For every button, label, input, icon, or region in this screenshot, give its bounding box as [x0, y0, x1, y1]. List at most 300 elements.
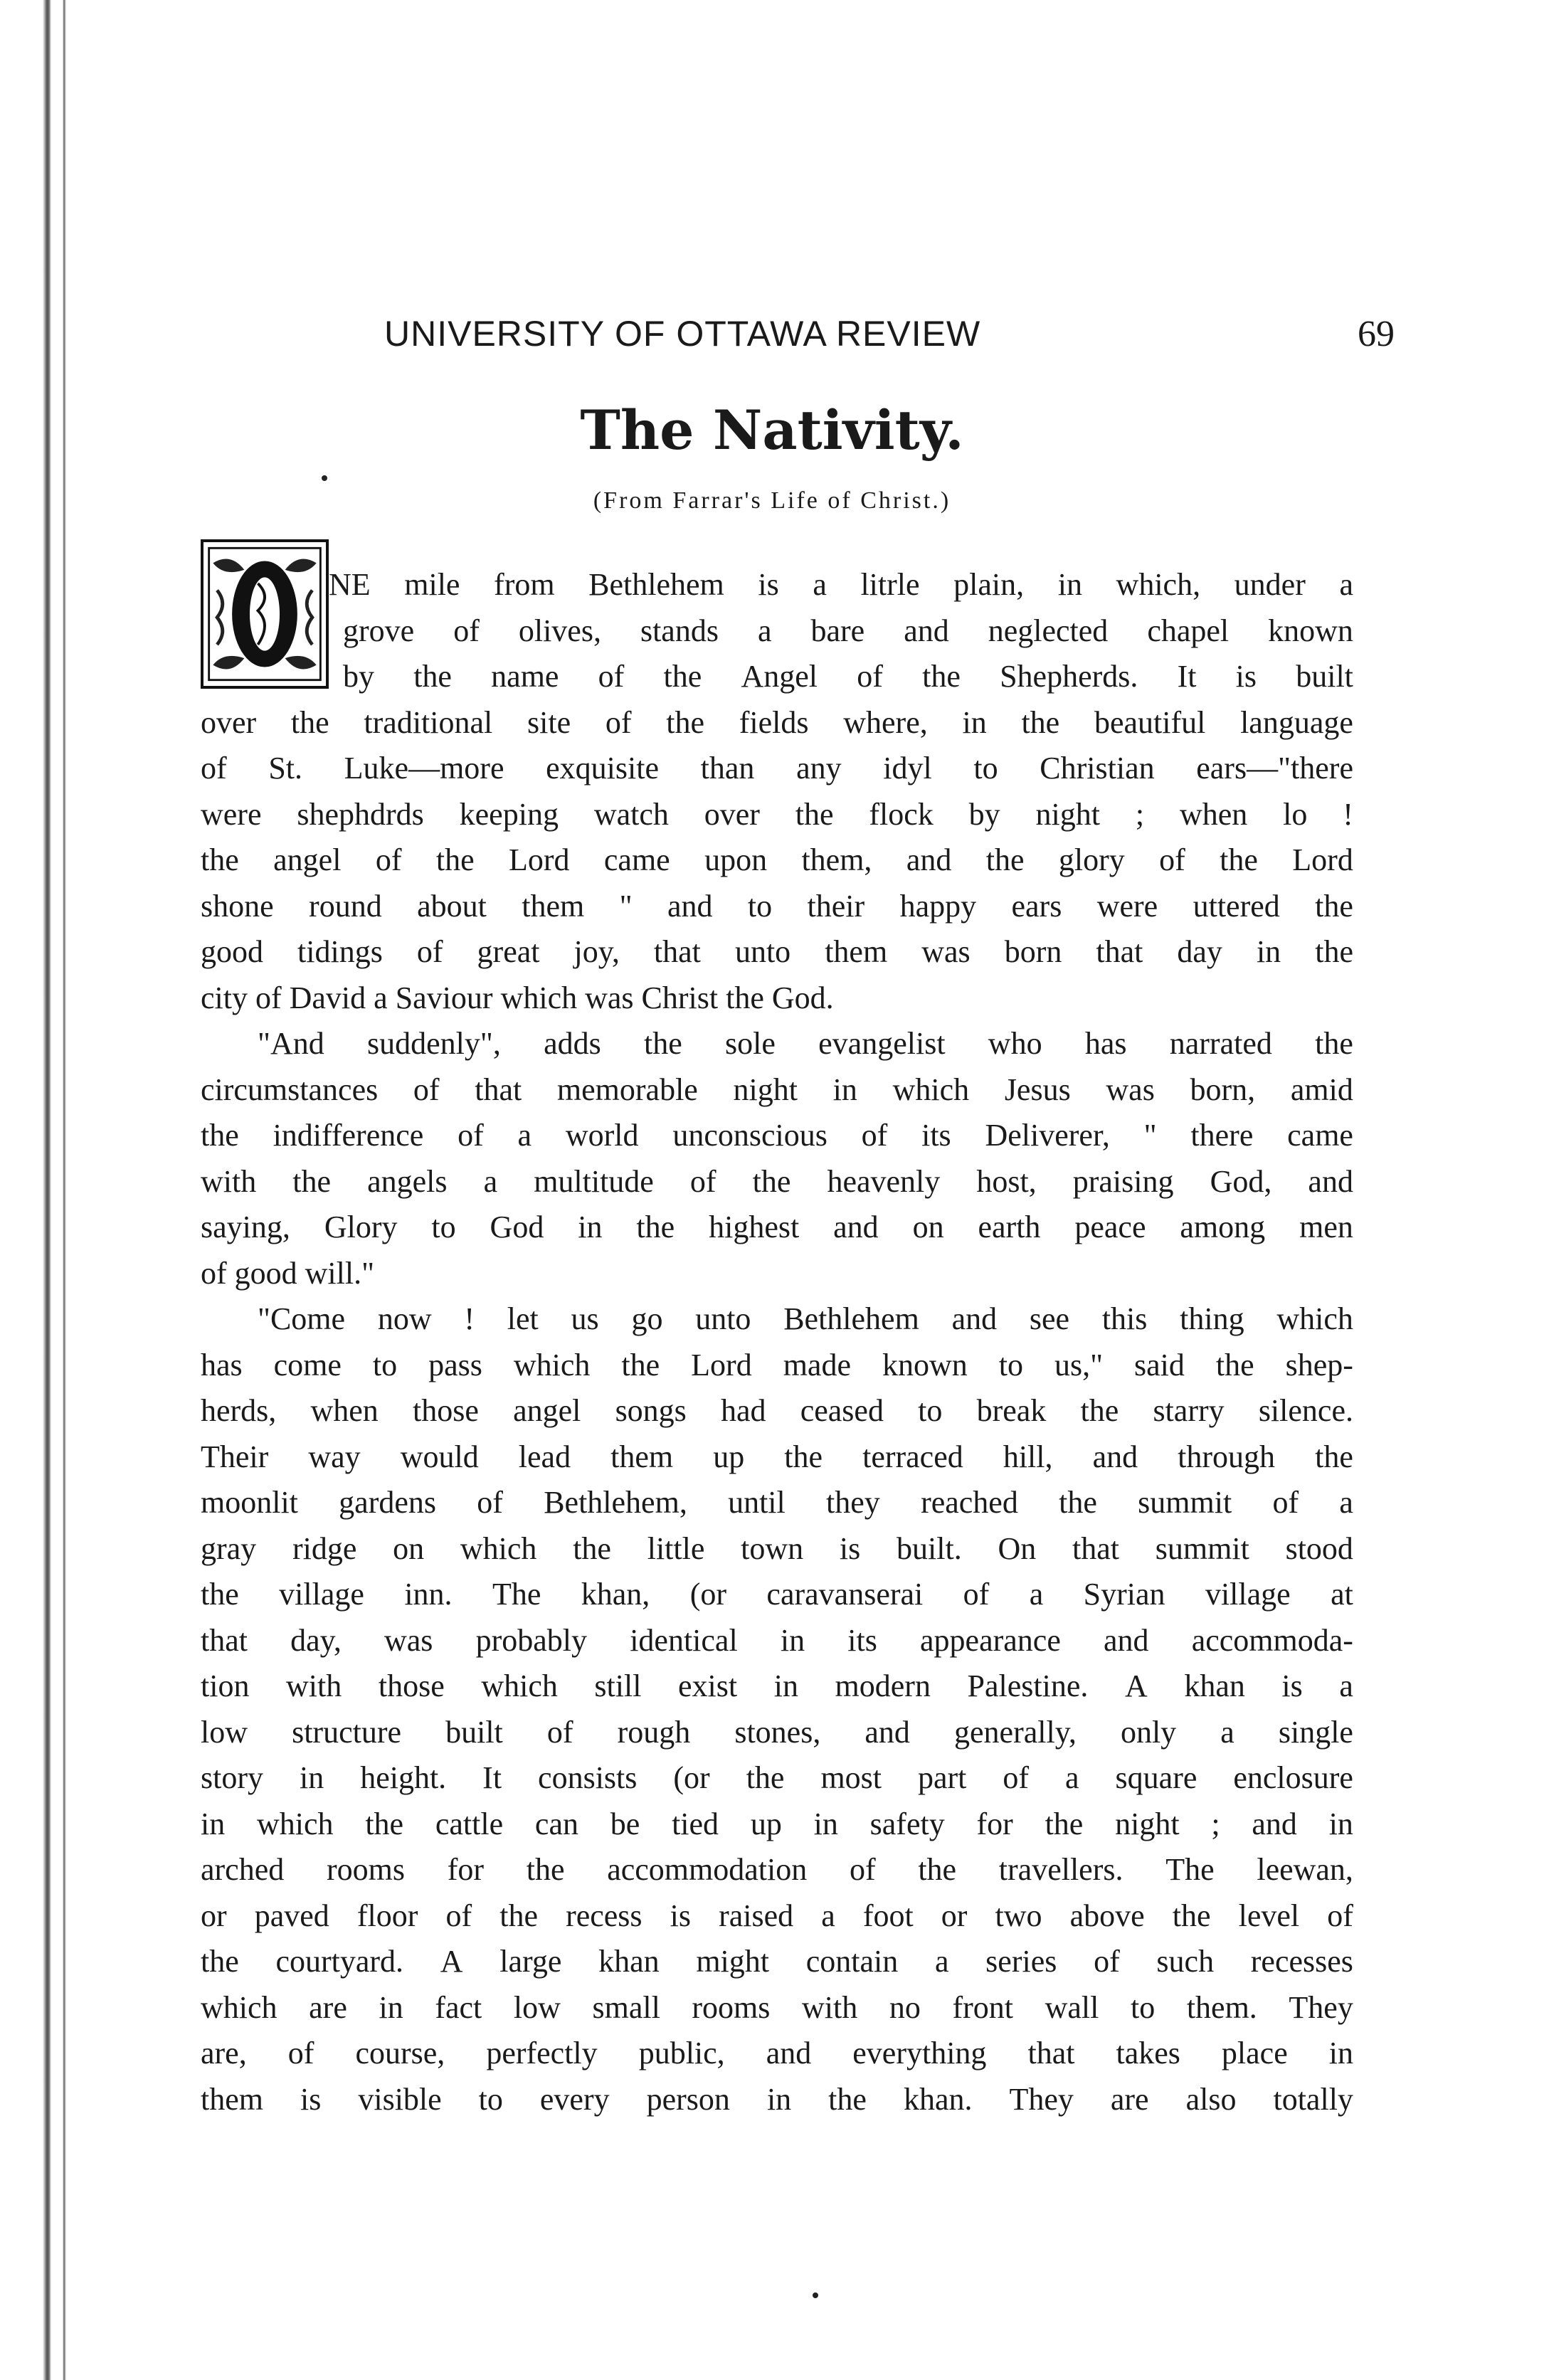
- word: accommoda-: [1191, 1622, 1353, 1658]
- word: memorable: [556, 1072, 698, 1107]
- word: was: [1106, 1072, 1155, 1107]
- word: and: [864, 1714, 910, 1750]
- word: built: [1296, 659, 1353, 694]
- word: that: [201, 1622, 248, 1658]
- word: shone: [201, 888, 274, 924]
- word: also: [1185, 2081, 1237, 2117]
- word: indifference: [273, 1118, 424, 1153]
- word: by: [343, 659, 374, 694]
- word: of: [453, 613, 480, 648]
- word: bare: [810, 613, 865, 648]
- word: came: [603, 842, 670, 877]
- word: the: [365, 1806, 404, 1841]
- word: Syrian: [1083, 1577, 1165, 1612]
- word: floor: [356, 1898, 418, 1933]
- word: the: [1080, 1393, 1119, 1428]
- word: A: [1124, 1668, 1148, 1703]
- word: for: [447, 1852, 484, 1887]
- word: rooms: [692, 1989, 771, 2025]
- word: amid: [1290, 1072, 1353, 1107]
- word: Luke—more: [344, 751, 504, 786]
- word: night: [1035, 796, 1100, 832]
- word: the: [526, 1852, 565, 1887]
- stray-mark: [813, 2292, 818, 2298]
- word: host,: [976, 1163, 1037, 1199]
- word: to: [1130, 1989, 1156, 2025]
- word: contain: [805, 1944, 899, 1979]
- word: a: [1065, 1760, 1079, 1795]
- word: way: [308, 1439, 361, 1474]
- word: Christian: [1040, 751, 1155, 786]
- word: over: [201, 704, 257, 740]
- word: suddenly",: [367, 1026, 501, 1061]
- word: when: [310, 1393, 379, 1428]
- word: has: [201, 1347, 243, 1382]
- word: or: [201, 1898, 227, 1933]
- word: the: [752, 1163, 791, 1199]
- word: for: [976, 1806, 1013, 1841]
- word: highest: [709, 1210, 800, 1244]
- word: series: [985, 1944, 1057, 1979]
- word: of: [375, 842, 402, 877]
- word: the: [292, 1163, 332, 1199]
- word: in: [766, 2081, 792, 2117]
- word: which: [1276, 1301, 1353, 1336]
- word: good: [201, 934, 263, 969]
- word: gray: [201, 1530, 257, 1566]
- article-title: The Nativity.: [580, 398, 964, 462]
- word: joy,: [573, 934, 620, 969]
- word: the: [784, 1439, 823, 1474]
- word: fact: [435, 1989, 482, 2025]
- word: great: [477, 934, 540, 969]
- word: and: [951, 1301, 998, 1336]
- word: of: [963, 1577, 990, 1612]
- word: angel: [513, 1393, 581, 1428]
- word: Shepherds.: [1000, 659, 1138, 694]
- word: that: [1096, 934, 1143, 969]
- word: shephdrds: [297, 796, 424, 832]
- word: two: [995, 1898, 1042, 1933]
- word: than: [700, 751, 755, 786]
- word: that: [1027, 2036, 1075, 2070]
- word: lead: [518, 1439, 571, 1474]
- word: and: [1092, 1439, 1138, 1474]
- word: heavenly: [827, 1163, 941, 1199]
- word: of: [201, 751, 227, 786]
- word: large: [499, 1944, 562, 1979]
- word: front: [952, 1989, 1013, 2025]
- word: and: [833, 1210, 879, 1244]
- word: and: [766, 2036, 812, 2070]
- text-line: of good will.": [201, 1255, 375, 1291]
- page-binding-edge: [43, 0, 71, 2380]
- word: in: [1256, 934, 1281, 969]
- word: which: [257, 1806, 334, 1841]
- word: the: [201, 1118, 239, 1153]
- word: unto: [734, 934, 791, 969]
- word: God: [490, 1210, 544, 1244]
- word: them: [825, 934, 888, 969]
- word: uttered: [1193, 888, 1280, 924]
- word: is: [670, 1898, 691, 1933]
- word: rough: [617, 1714, 691, 1750]
- word: angel: [273, 842, 342, 877]
- word: was: [921, 934, 971, 969]
- word: still: [594, 1668, 642, 1703]
- word: litrle: [860, 567, 920, 602]
- word: Palestine.: [967, 1668, 1089, 1703]
- word: place: [1221, 2036, 1288, 2070]
- word: mile: [404, 567, 460, 602]
- word: of: [416, 934, 443, 969]
- word: inn.: [404, 1577, 453, 1612]
- word: wall: [1045, 1989, 1099, 2025]
- word: multitude: [534, 1163, 654, 1199]
- text-line: [201, 1572, 1353, 1618]
- word: which: [481, 1668, 558, 1703]
- word: unconscious: [672, 1118, 827, 1153]
- word: the: [828, 2081, 867, 2117]
- word: night: [733, 1072, 798, 1107]
- word: arched: [201, 1852, 285, 1887]
- text-line: city of David a Saviour which was Christ the God.: [201, 980, 834, 1015]
- page-number: 69: [1358, 314, 1395, 354]
- word: might: [696, 1944, 770, 1979]
- word: cattle: [435, 1806, 504, 1841]
- word: village: [1205, 1577, 1291, 1612]
- word: praising: [1072, 1163, 1174, 1199]
- word: their: [807, 888, 865, 924]
- word: a: [1339, 1668, 1353, 1703]
- word: let: [507, 1301, 539, 1336]
- word: (or: [673, 1760, 710, 1795]
- word: them.: [1186, 1989, 1257, 2025]
- word: khan,: [581, 1577, 650, 1612]
- word: men: [1299, 1210, 1353, 1244]
- word: person: [646, 2081, 730, 2117]
- word: the: [499, 1898, 538, 1933]
- word: with: [286, 1668, 342, 1703]
- word: the: [621, 1347, 660, 1382]
- word: foot: [862, 1898, 914, 1933]
- word: the: [435, 842, 475, 877]
- word: ridge: [292, 1530, 357, 1566]
- word: the: [985, 842, 1025, 877]
- word: starry: [1153, 1393, 1225, 1428]
- word: up: [713, 1439, 745, 1474]
- word: rooms: [326, 1852, 405, 1887]
- word: recess: [566, 1898, 643, 1933]
- word: tion: [201, 1668, 250, 1703]
- word: the: [746, 1760, 785, 1795]
- word: the: [1315, 1026, 1353, 1061]
- word: and: [1104, 1622, 1149, 1658]
- running-title: UNIVERSITY OF OTTAWA REVIEW: [384, 314, 981, 354]
- word: when: [1179, 796, 1248, 832]
- word: to: [372, 1347, 398, 1382]
- word: narrated: [1169, 1026, 1272, 1061]
- word: perfectly: [486, 2036, 598, 2070]
- word: thing: [1180, 1301, 1244, 1336]
- word: any: [796, 751, 842, 786]
- text-line: [201, 746, 1353, 792]
- word: God,: [1210, 1163, 1272, 1199]
- word: caravanserai: [766, 1577, 924, 1612]
- word: khan.: [903, 2081, 973, 2117]
- word: grove: [343, 613, 415, 648]
- word: see: [1029, 1301, 1070, 1336]
- word: that: [475, 1072, 522, 1107]
- text-line: [201, 1755, 1353, 1802]
- word: Bethlehem,: [544, 1485, 687, 1520]
- word: circumstances: [201, 1072, 379, 1107]
- word: such: [1156, 1944, 1215, 1979]
- word: in: [1328, 2036, 1353, 2070]
- word: over: [704, 796, 760, 832]
- word: in: [1057, 567, 1082, 602]
- word: of: [598, 659, 625, 694]
- running-header: [384, 313, 1395, 363]
- article-attribution: (From Farrar's Life of Christ.): [593, 487, 951, 514]
- word: Glory: [324, 1210, 398, 1244]
- word: the: [290, 704, 329, 740]
- text-line: [201, 1205, 1353, 1251]
- word: to: [973, 751, 998, 786]
- word: break: [976, 1393, 1047, 1428]
- word: where,: [843, 704, 928, 740]
- word: us,": [1054, 1347, 1104, 1382]
- word: leewan,: [1257, 1852, 1353, 1887]
- word: day,: [290, 1622, 342, 1658]
- word: the: [636, 1210, 675, 1244]
- word: had: [721, 1393, 766, 1428]
- word: the: [663, 659, 702, 694]
- word: up: [750, 1806, 782, 1841]
- word: a: [1029, 1577, 1044, 1612]
- text-line: [201, 1159, 1353, 1205]
- word: of: [605, 704, 632, 740]
- word: in: [813, 1806, 838, 1841]
- word: of: [287, 2036, 314, 2070]
- word: no: [889, 1989, 921, 2025]
- word: the: [1215, 1347, 1254, 1382]
- word: a: [1339, 1485, 1353, 1520]
- word: peace: [1074, 1210, 1146, 1244]
- word: they: [826, 1485, 880, 1520]
- word: tied: [672, 1806, 719, 1841]
- word: plain,: [953, 567, 1025, 602]
- word: consists: [538, 1760, 638, 1795]
- word: visible: [358, 2081, 442, 2117]
- text-line: [201, 837, 1353, 884]
- word: can: [534, 1806, 578, 1841]
- word: ceased: [800, 1393, 884, 1428]
- word: the: [1021, 704, 1060, 740]
- word: exist: [678, 1668, 738, 1703]
- word: "Come: [258, 1301, 346, 1336]
- word: The: [1165, 1852, 1215, 1887]
- text-line: [201, 1618, 1353, 1664]
- word: khan: [598, 1944, 660, 1979]
- word: accommodation: [607, 1852, 808, 1887]
- word: ears: [1011, 888, 1062, 924]
- word: enclosure: [1233, 1760, 1353, 1795]
- word: chapel: [1147, 613, 1230, 648]
- word: to: [431, 1210, 456, 1244]
- word: low: [201, 1714, 248, 1750]
- text-line: [201, 608, 1353, 655]
- word: which: [460, 1530, 537, 1566]
- text-line: [201, 929, 1353, 975]
- word: of: [1272, 1485, 1299, 1520]
- word: the: [666, 704, 704, 740]
- word: stands: [640, 613, 719, 648]
- word: khan: [1184, 1668, 1245, 1703]
- word: stood: [1285, 1530, 1353, 1566]
- word: come: [273, 1347, 342, 1382]
- word: in: [962, 704, 987, 740]
- word: flock: [869, 796, 934, 832]
- word: songs: [615, 1393, 687, 1428]
- word: identical: [630, 1622, 738, 1658]
- word: this: [1101, 1301, 1148, 1336]
- word: its: [847, 1622, 877, 1658]
- word: of: [1327, 1898, 1353, 1933]
- word: them: [522, 888, 585, 924]
- word: is: [1281, 1668, 1303, 1703]
- word: of: [1003, 1760, 1030, 1795]
- word: the: [573, 1530, 611, 1566]
- word: neglected: [988, 613, 1109, 648]
- word: idyl: [883, 751, 932, 786]
- word: under: [1234, 567, 1306, 602]
- text-line: [201, 1893, 1353, 1940]
- word: those: [413, 1393, 479, 1428]
- word: of: [445, 1898, 472, 1933]
- word: on: [912, 1210, 944, 1244]
- word: them,: [801, 842, 872, 877]
- word: It: [482, 1760, 502, 1795]
- word: the: [1315, 1439, 1353, 1474]
- word: raised: [719, 1898, 794, 1933]
- word: little: [647, 1530, 705, 1566]
- word: earth: [978, 1210, 1041, 1244]
- text-line: [201, 1985, 1353, 2031]
- word: shep-: [1285, 1347, 1353, 1382]
- word: which,: [1116, 567, 1201, 602]
- word: village: [279, 1577, 364, 1612]
- word: travellers.: [998, 1852, 1123, 1887]
- word: on: [393, 1530, 425, 1566]
- word: most: [820, 1760, 882, 1795]
- word: them: [610, 1439, 674, 1474]
- word: keeping: [459, 796, 559, 832]
- word: the: [918, 1852, 957, 1887]
- word: structure: [292, 1714, 402, 1750]
- article-body: [201, 562, 1353, 2122]
- word: hill,: [1003, 1439, 1053, 1474]
- text-line: [201, 1664, 1353, 1710]
- word: of: [1094, 1944, 1120, 1979]
- word: probably: [475, 1622, 588, 1658]
- word: built: [445, 1714, 503, 1750]
- word: summit: [1155, 1530, 1249, 1566]
- word: sole: [725, 1026, 776, 1061]
- text-line: [201, 1526, 1353, 1572]
- word: silence.: [1258, 1393, 1353, 1428]
- word: in: [773, 1668, 798, 1703]
- word: !: [1343, 796, 1353, 832]
- word: was: [384, 1622, 433, 1658]
- word: beautiful: [1094, 704, 1206, 740]
- text-line: [201, 792, 1353, 838]
- word: in: [780, 1622, 805, 1658]
- word: of: [458, 1118, 484, 1153]
- word: a: [1220, 1714, 1234, 1750]
- word: is: [758, 567, 779, 602]
- word: is: [1235, 659, 1257, 694]
- word: language: [1240, 704, 1353, 740]
- word: Bethlehem: [588, 567, 724, 602]
- word: above: [1069, 1898, 1145, 1933]
- word: They: [1289, 1989, 1353, 2025]
- word: a: [934, 1944, 949, 1979]
- word: It: [1177, 659, 1197, 694]
- word: which: [892, 1072, 970, 1107]
- word: to: [478, 2081, 503, 2117]
- text-line: [201, 700, 1353, 746]
- word: terraced: [862, 1439, 963, 1474]
- word: a: [821, 1898, 835, 1933]
- word: the: [201, 842, 239, 877]
- word: low: [513, 1989, 561, 2025]
- word: the: [1315, 934, 1353, 969]
- word: until: [728, 1485, 786, 1520]
- word: ": [619, 888, 633, 924]
- word: of: [689, 1163, 717, 1199]
- word: the: [1220, 842, 1258, 877]
- word: a: [1339, 567, 1353, 602]
- word: and: [1308, 1163, 1353, 1199]
- word: NE: [329, 567, 371, 602]
- word: A: [440, 1944, 463, 1979]
- word: of: [413, 1072, 440, 1107]
- word: level: [1238, 1898, 1300, 1933]
- word: is: [300, 2081, 322, 2117]
- word: fields: [739, 704, 809, 740]
- text-line: [201, 1113, 1353, 1159]
- word: the: [1172, 1898, 1211, 1933]
- word: from: [494, 567, 555, 602]
- text-line: [201, 1802, 1353, 1848]
- word: or: [941, 1898, 968, 1933]
- word: came: [1287, 1118, 1353, 1153]
- word: the: [644, 1026, 682, 1061]
- word: are: [1110, 2081, 1149, 2117]
- word: Angel: [741, 659, 818, 694]
- word: said: [1134, 1347, 1185, 1382]
- word: traditional: [364, 704, 493, 740]
- word: stones,: [734, 1714, 821, 1750]
- word: the: [1315, 888, 1353, 924]
- word: to: [747, 888, 773, 924]
- text-line: [201, 1343, 1353, 1389]
- word: totally: [1273, 2081, 1353, 2117]
- word: them: [201, 2081, 263, 2117]
- word: adds: [544, 1026, 601, 1061]
- word: night: [1115, 1806, 1180, 1841]
